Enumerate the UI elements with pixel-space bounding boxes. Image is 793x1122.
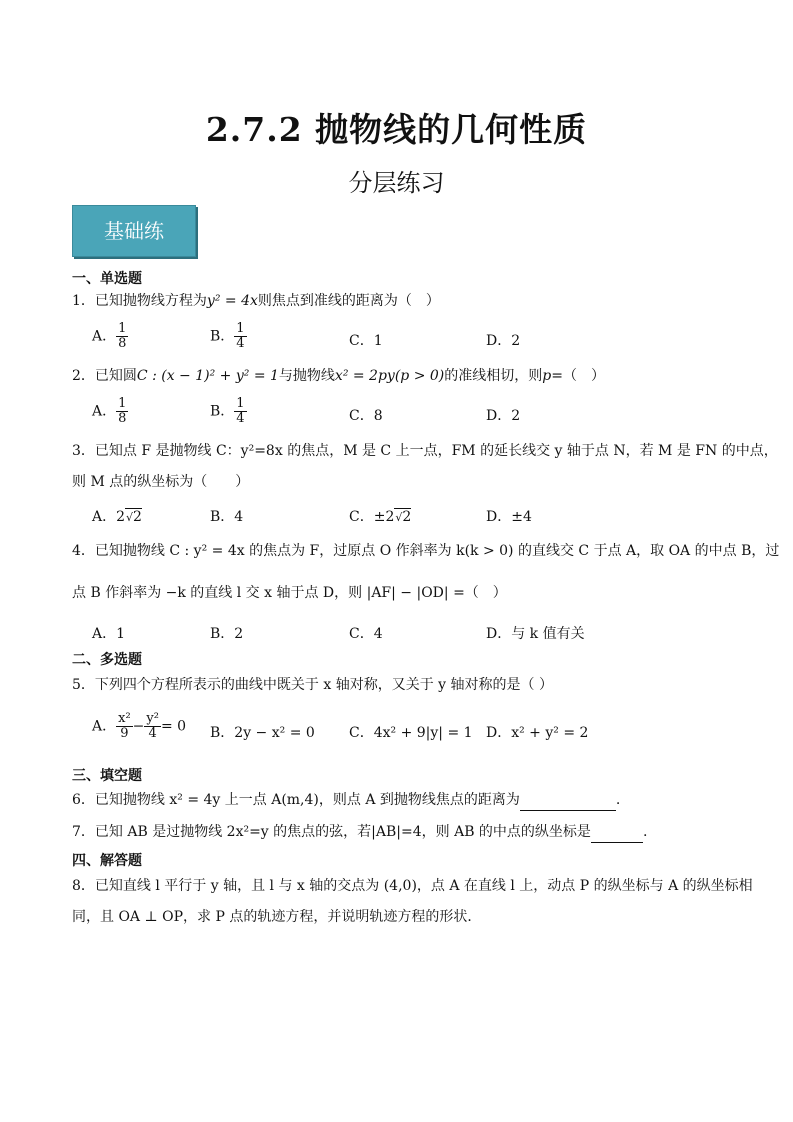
q2-parabola-equation: x² = 2py(p > 0) [334, 368, 445, 384]
q3-option-a: A．2√2 [92, 509, 142, 525]
q3-option-c: C．±2√2 [349, 509, 412, 525]
q2-option-d: D．2 [486, 408, 521, 424]
q4-option-a: A．1 [92, 626, 126, 642]
q1-option-a-numerator: 1 [118, 321, 127, 336]
q4-option-c: C．4 [349, 626, 383, 642]
q7-answer-blank[interactable] [591, 822, 643, 843]
q2-option-a: A． $\frac{1}{8}$ [92, 396, 127, 426]
q4-option-b: B．2 [210, 626, 244, 642]
q1-option-a: A． $\frac{1}{8}$ [92, 321, 127, 351]
q1-prefix: 1．已知抛物线方程为 [72, 293, 207, 309]
page-subtitle: 分层练习 [348, 169, 445, 197]
q2-option-c: C．8 [349, 408, 383, 424]
q1-option-a-denominator: 8 [118, 336, 127, 351]
q2-circle-equation: C : (x − 1)² + y² = 1 [136, 368, 279, 384]
q5-option-a: A． $\frac{\text{x²}}{9}$ − $\frac{\text{y²}}{4}$ = 0 [92, 711, 187, 741]
q6-answer-blank[interactable] [520, 790, 616, 811]
question-8-line-1: 8．已知直线 l 平行于 y 轴，且 l 与 x 轴的交点为 (4,0)，点 A 在直线 l 上，动点 P 的纵坐标与 A 的纵坐标相 [72, 878, 753, 894]
section-heading-solution: 四、解答题 [72, 853, 142, 869]
question-5-stem: 5．下列四个方程所表示的曲线中既关于 x 轴对称，又关于 y 轴对称的是（ ） [72, 677, 553, 693]
q2-option-b: B． $\frac{1}{4}$ [210, 396, 245, 426]
q1-equation: y² = 4x [206, 293, 258, 309]
q3-option-b: B．4 [210, 509, 244, 525]
section-heading-multiple-choice: 二、多选题 [72, 652, 142, 668]
q3-option-d: D．±4 [486, 509, 532, 525]
question-4-line-1: 4．已知抛物线 C : y² = 4x 的焦点为 F，过原点 O 作斜率为 k(k > 0) 的直线交 C 于点 A，取 OA 的中点 B，过 [72, 543, 780, 559]
q1-option-b-denominator: 4 [236, 336, 245, 351]
q5-option-d: D．x² + y² = 2 [486, 725, 589, 741]
question-4-line-2: 点 B 作斜率为 −k 的直线 l 交 x 轴于点 D，则 |AF| − |OD| =（ ） [72, 585, 507, 601]
question-3-line-2: 则 M 点的纵坐标为（ ） [72, 474, 250, 490]
question-8-line-2: 同，且 OA ⊥ OP，求 P 点的轨迹方程，并说明轨迹方程的形状． [72, 909, 482, 925]
q1-option-b-numerator: 1 [236, 321, 245, 336]
page-title: 2.7.2 抛物线的几何性质 [205, 110, 588, 149]
question-7-stem: 7．已知 AB 是过抛物线 2x²=y 的焦点的弦，若|AB|=4，则 AB 的中点的纵坐标是 . [72, 822, 647, 843]
q1-option-c: C．1 [349, 333, 383, 349]
q1-option-b: B． $\frac{1}{4}$ [210, 321, 245, 351]
q1-option-d: D．2 [486, 333, 521, 349]
question-3-line-1: 3．已知点 F 是抛物线 C：y²=8x 的焦点，M 是 C 上一点，FM 的延长线交 y 轴于点 N，若 M 是 FN 的中点， [72, 443, 778, 459]
q5-option-c: C．4x² + 9|y| = 1 [349, 725, 473, 741]
section-heading-fill-blank: 三、填空题 [72, 768, 142, 784]
question-6-stem: 6．已知抛物线 x² = 4y 上一点 A(m,4)，则点 A 到抛物线焦点的距离为 . [72, 790, 620, 811]
q5-option-b: B．2y − x² = 0 [210, 725, 315, 741]
level-badge: 基础练 [72, 205, 196, 257]
question-2-stem: 2．已知圆C : (x − 1)² + y² = 1与抛物线x² = 2py(p > 0)的准线相切，则p=（ ） [72, 368, 605, 384]
question-1-stem [72, 291, 440, 311]
section-heading-single-choice: 一、单选题 [72, 271, 142, 287]
q4-option-d: D．与 k 值有关 [486, 626, 585, 642]
q1-suffix: 则焦点到准线的距离为（ ） [257, 293, 440, 309]
